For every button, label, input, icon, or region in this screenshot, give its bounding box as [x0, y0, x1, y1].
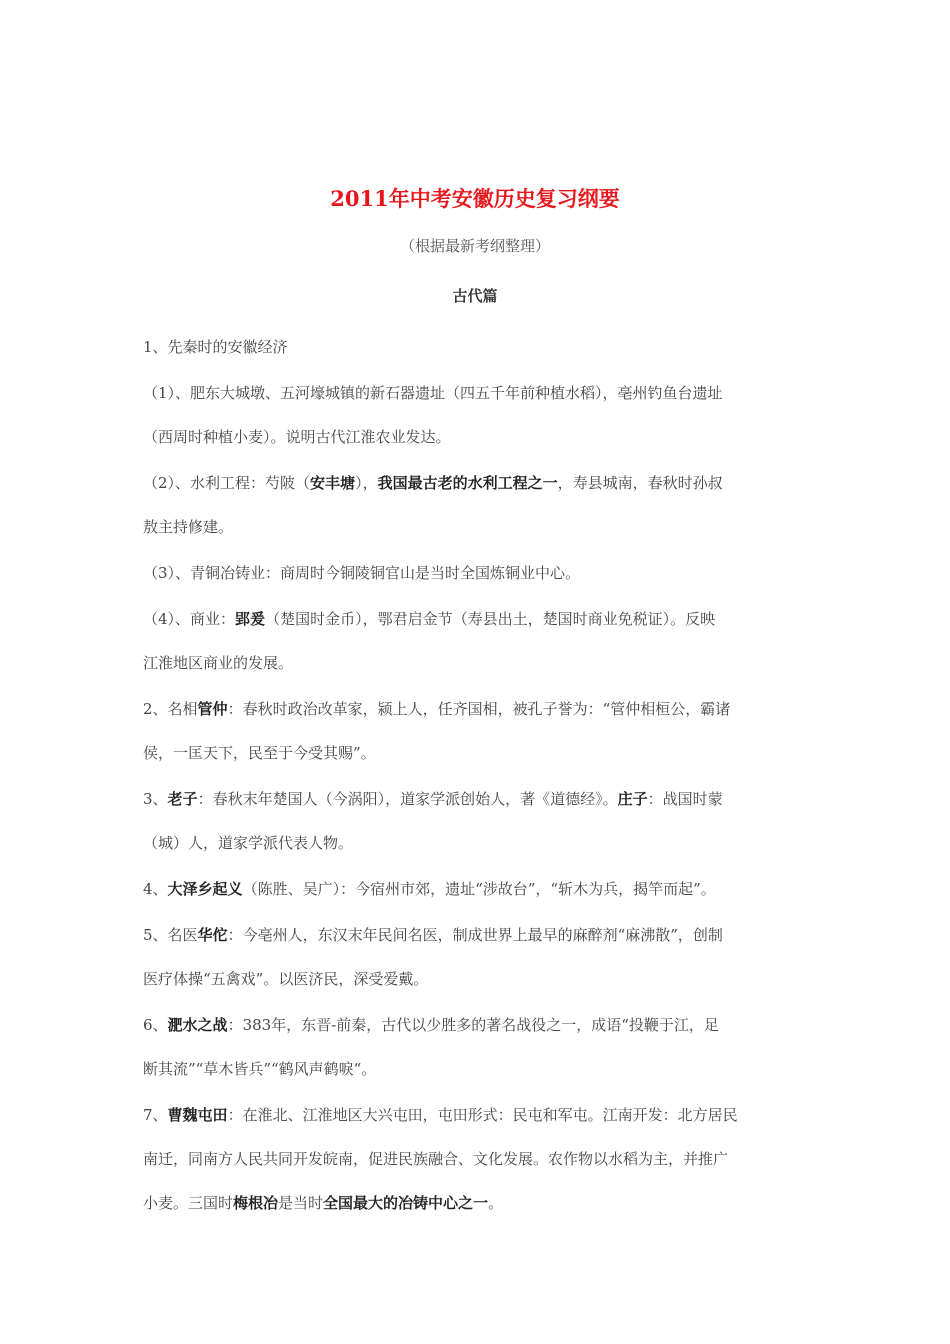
bold-term: 安丰塘 — [310, 474, 356, 492]
paragraph-line — [143, 1181, 815, 1225]
bold-term: 郢爰 — [235, 610, 266, 628]
paragraph-text: （3）、青铜冶铸业：商周时今铜陵铜官山是当时全国炼铜业中心。 — [143, 564, 581, 582]
bold-term: 淝水之战 — [167, 1016, 228, 1034]
document-title: 2011年中考安徽历史复习纲要 — [330, 186, 620, 211]
text-run: （楚国时金币），鄂君启金节（寿县出土，楚国时商业免税证）。反映 — [265, 610, 716, 628]
text-run: 4、 — [143, 880, 168, 898]
text-run: 是当时 — [278, 1194, 324, 1212]
paragraph-line — [143, 461, 815, 505]
text-run: 5、名医 — [143, 926, 198, 944]
paragraph-2 — [143, 371, 815, 459]
paragraph-line: 江淮地区商业的发展。 — [143, 654, 294, 672]
text-run: 2、名相 — [143, 700, 198, 718]
bold-term: 我国最古老的水利工程之一 — [377, 474, 558, 492]
text-run: （2）、水利工程：芍陂（ — [143, 474, 311, 492]
text-run: 3、 — [143, 790, 168, 808]
bold-term: 全国最大的冶铸中心之一 — [323, 1194, 489, 1212]
text-run: （陈胜、吴广）：今宿州市郊，遗址“涉故台”，“斩木为兵，揭竿而起”。 — [242, 880, 716, 898]
paragraph-11 — [143, 1093, 815, 1225]
text-run: 。 — [488, 1194, 504, 1212]
bold-term: 老子 — [167, 790, 198, 808]
paragraph-line — [143, 687, 815, 731]
text-run: ，寿县城南，春秋时孙叔 — [557, 474, 723, 492]
paragraph-line: （城）人，道家学派代表人物。 — [143, 834, 354, 852]
paragraph-line: 断其流”“草木皆兵”“鹤风声鹤唳“。 — [143, 1060, 377, 1078]
bold-term: 梅根冶 — [233, 1194, 279, 1212]
document-body — [143, 325, 815, 1227]
text-run: （4）、商业： — [143, 610, 236, 628]
text-run: ：春秋时政治改革家，颍上人，任齐国相，被孔子誉为：“管仲相桓公，霸诸 — [227, 700, 731, 718]
paragraph-line: （1）、肥东大城墩、五河壕城镇的新石器遗址（四五千年前种植水稻），亳州钓鱼台遗址 — [143, 384, 723, 402]
bold-term: 管仲 — [197, 700, 228, 718]
paragraph-line: （西周时种植小麦）。说明古代江淮农业发达。 — [143, 428, 451, 446]
paragraph-1 — [143, 325, 815, 369]
paragraph-5 — [143, 597, 815, 685]
text-run: 6、 — [143, 1016, 168, 1034]
paragraph-line — [143, 1093, 815, 1137]
paragraph-7 — [143, 777, 815, 865]
paragraph-line: 敖主持修建。 — [143, 518, 234, 536]
text-run: ：今亳州人，东汉末年民间名医，制成世界上最早的麻醉剂“麻沸散”，创制 — [227, 926, 723, 944]
paragraph-line: 医疗体操“五禽戏”。以医济民，深受爱戴。 — [143, 970, 429, 988]
section-heading: 古代篇 — [452, 287, 498, 305]
text-run: ）， — [355, 474, 378, 492]
paragraph-line: 侯，一匡天下，民至于今受其赐”。 — [143, 744, 376, 762]
document-subtitle: （根据最新考纲整理） — [399, 237, 550, 255]
paragraph-9 — [143, 913, 815, 1001]
text-run: ：383年，东晋-前秦，古代以少胜多的著名战役之一，成语“投鞭于江，足 — [227, 1016, 719, 1034]
paragraph-3 — [143, 461, 815, 549]
bold-term: 大泽乡起义 — [167, 880, 243, 898]
paragraph-10 — [143, 1003, 815, 1091]
text-run: 小麦。三国时 — [143, 1194, 234, 1212]
paragraph-text: 1、先秦时的安徽经济 — [143, 338, 288, 356]
paragraph-line — [143, 777, 815, 821]
bold-term: 庄子 — [617, 790, 648, 808]
text-run: ：在淮北、江淮地区大兴屯田，屯田形式：民屯和军屯。江南开发：北方居民 — [227, 1106, 738, 1124]
paragraph-8 — [143, 867, 815, 911]
text-run: ：春秋末年楚国人（今涡阳），道家学派创始人，著《道德经》。 — [197, 790, 618, 808]
paragraph-line: 南迁，同南方人民共同开发皖南，促进民族融合、文化发展。农作物以水稻为主，并推广 — [143, 1150, 729, 1168]
paragraph-line — [143, 913, 815, 957]
paragraph-6 — [143, 687, 815, 775]
text-run: ：战国时蒙 — [647, 790, 723, 808]
paragraph-line — [143, 867, 815, 911]
paragraph-line — [143, 597, 815, 641]
paragraph-4 — [143, 551, 815, 595]
text-run: 7、 — [143, 1106, 168, 1124]
bold-term: 曹魏屯田 — [167, 1106, 228, 1124]
bold-term: 华佗 — [197, 926, 228, 944]
paragraph-line — [143, 1003, 815, 1047]
